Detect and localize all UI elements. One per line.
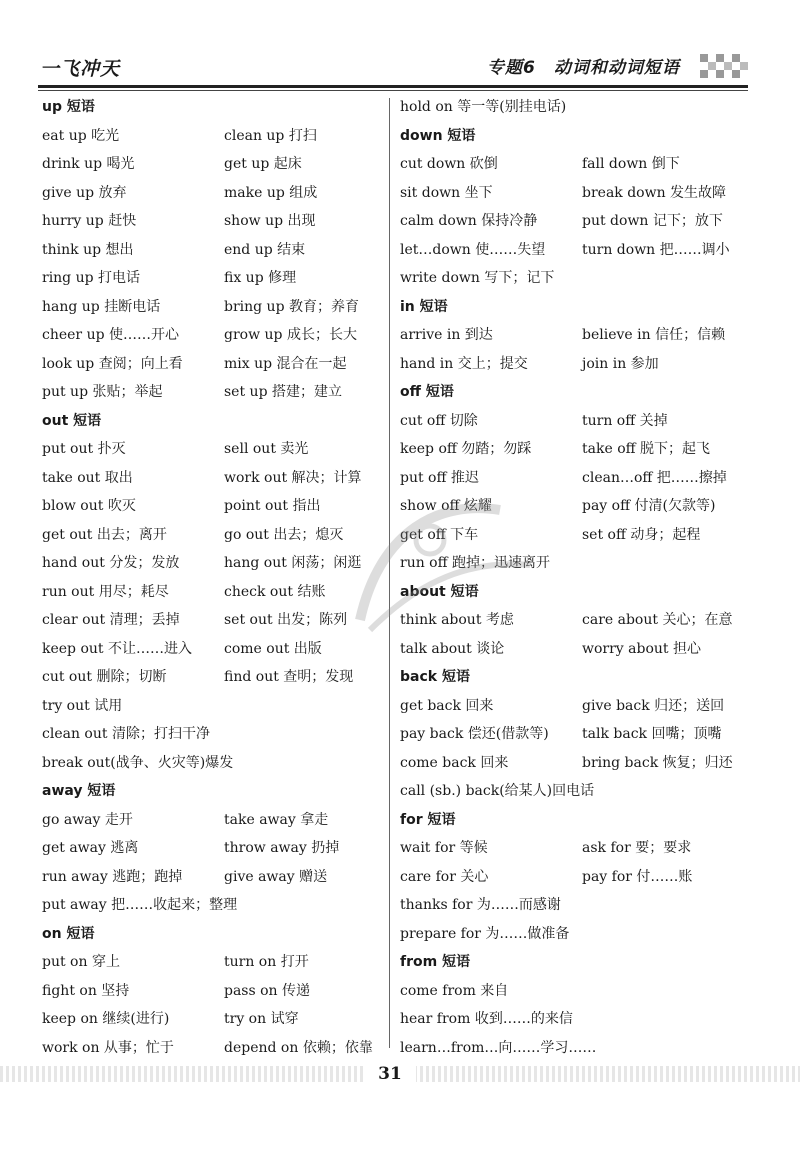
- phrase-entry: hold on 等一等(别挂电话): [400, 99, 567, 115]
- section-title: out 短语: [42, 412, 102, 429]
- phrase-entry: run off 跑掉；迅速离开: [400, 555, 551, 571]
- phrase-entry: go away 走开: [42, 811, 133, 828]
- phrase-row: [400, 264, 750, 293]
- phrase-entry: check out 结账: [224, 583, 326, 600]
- phrase-row: [400, 720, 750, 749]
- phrase-row: [42, 578, 382, 607]
- section-title: about 短语: [400, 583, 479, 600]
- phrase-row: [400, 606, 750, 635]
- phrase-entry: set up 搭建；建立: [224, 384, 342, 400]
- phrase-entry: take out 取出: [42, 469, 133, 486]
- phrase-entry: break out(战争、火灾等)爆发: [42, 754, 234, 771]
- phrase-row: [400, 920, 750, 949]
- phrase-row: [400, 435, 750, 464]
- phrase-entry: hurry up 赶快: [42, 213, 137, 229]
- header-rule-thin: [38, 90, 748, 91]
- phrase-entry: fall down 倒下: [582, 156, 680, 172]
- phrase-entry: take off 脱下；起飞: [582, 441, 711, 457]
- phrase-row: [42, 122, 382, 151]
- phrase-entry: take away 拿走: [224, 811, 329, 828]
- phrase-entry: throw away 扔掉: [224, 840, 340, 856]
- section-title: back 短语: [400, 669, 470, 685]
- phrase-entry: show up 出现: [224, 213, 316, 229]
- phrase-entry: turn on 打开: [224, 954, 309, 970]
- phrase-entry: wait for 等候: [400, 840, 488, 856]
- phrase-row: [42, 1005, 382, 1034]
- phrase-entry: pay back 偿还(借款等): [400, 726, 549, 742]
- phrase-entry: bring back 恢复；归还: [582, 754, 733, 771]
- phrase-row: [400, 150, 750, 179]
- phrase-row: [42, 207, 382, 236]
- phrase-entry: put out 扑灭: [42, 441, 126, 457]
- phrase-entry: come back 回来: [400, 754, 509, 771]
- phrase-entry: keep out 不让……进入: [42, 640, 192, 657]
- phrase-entry: pay for 付……账: [582, 868, 693, 885]
- phrase-entry: try out 试用: [42, 697, 123, 714]
- phrase-row: [400, 321, 750, 350]
- phrase-entry: point out 指出: [224, 498, 321, 514]
- phrase-entry: give up 放弃: [42, 184, 127, 201]
- phrase-row: [400, 635, 750, 664]
- phrase-row: [42, 863, 382, 892]
- phrase-entry: cut out 删除；切断: [42, 669, 167, 685]
- phrase-entry: cut off 切除: [400, 412, 478, 429]
- phrase-row: [400, 521, 750, 550]
- phrase-entry: get out 出去；离开: [42, 526, 167, 543]
- phrase-entry: work out 解决；计算: [224, 469, 362, 486]
- phrase-entry: break down 发生故障: [582, 184, 727, 201]
- phrase-entry: hand out 分发；发放: [42, 555, 180, 571]
- phrase-entry: put off 推迟: [400, 469, 479, 486]
- phrase-entry: bring up 教育；养育: [224, 298, 359, 315]
- phrase-row: [42, 606, 382, 635]
- phrase-entry: think about 考虑: [400, 612, 514, 628]
- phrase-entry: sit down 坐下: [400, 184, 493, 201]
- phrase-row: [400, 891, 750, 920]
- section-title: away 短语: [42, 783, 116, 799]
- section-title: for 短语: [400, 811, 456, 828]
- phrase-entry: give away 赠送: [224, 868, 328, 885]
- phrase-entry: find out 查明；发现: [224, 669, 354, 685]
- phrase-entry: put up 张贴；举起: [42, 384, 163, 400]
- phrase-row: [42, 492, 382, 521]
- phrase-entry: go out 出去；熄灭: [224, 526, 344, 543]
- phrase-entry: depend on 依赖；依靠: [224, 1039, 373, 1056]
- phrase-row: [42, 350, 382, 379]
- phrase-row: [42, 179, 382, 208]
- phrase-row: [400, 407, 750, 436]
- checker-pattern-icon: [696, 50, 748, 84]
- phrase-entry: cheer up 使……开心: [42, 327, 179, 343]
- phrase-row: [42, 464, 382, 493]
- phrase-entry: think up 想出: [42, 241, 134, 258]
- phrase-entry: believe in 信任；信赖: [582, 327, 726, 343]
- phrase-entry: hand in 交上；提交: [400, 355, 528, 372]
- phrase-entry: set out 出发；陈列: [224, 612, 348, 628]
- phrase-entry: make up 组成: [224, 184, 318, 201]
- phrase-row: [400, 692, 750, 721]
- phrase-row: [42, 321, 382, 350]
- right-column: [400, 93, 750, 1062]
- left-column: [42, 93, 382, 1062]
- phrase-entry: clear out 清理；丢掉: [42, 612, 180, 628]
- phrase-entry: sell out 卖光: [224, 441, 309, 457]
- phrase-entry: run out 用尽；耗尽: [42, 583, 169, 600]
- phrase-entry: turn off 关掉: [582, 412, 668, 429]
- phrase-row: [42, 720, 382, 749]
- phrase-entry: learn…from…向……学习……: [400, 1039, 597, 1056]
- phrase-row: [42, 806, 382, 835]
- phrase-entry: clean…off 把……擦掉: [582, 469, 727, 486]
- phrase-entry: get back 回来: [400, 697, 494, 714]
- phrase-entry: ask for 要；要求: [582, 840, 692, 856]
- section-title: from 短语: [400, 954, 471, 970]
- section-title: on 短语: [42, 925, 95, 942]
- phrase-row: [400, 492, 750, 521]
- phrase-entry: thanks for 为……而感谢: [400, 897, 561, 913]
- phrase-row: [42, 977, 382, 1006]
- topic-title: 专题6 动词和动词短语: [487, 58, 680, 78]
- section-title: down 短语: [400, 127, 476, 144]
- phrase-entry: keep off 勿踏；勿踩: [400, 441, 532, 457]
- phrase-entry: work on 从事；忙于: [42, 1039, 174, 1056]
- phrase-entry: let…down 使……失望: [400, 241, 546, 258]
- phrase-row: [42, 635, 382, 664]
- phrase-row: [400, 236, 750, 265]
- header-rule: [38, 85, 748, 88]
- phrase-entry: give back 归还；送回: [582, 697, 725, 714]
- phrase-row: [42, 834, 382, 863]
- phrase-row: [400, 549, 750, 578]
- phrase-entry: hear from 收到……的来信: [400, 1011, 573, 1027]
- phrase-entry: get away 逃离: [42, 840, 139, 856]
- phrase-entry: worry about 担心: [582, 640, 701, 657]
- phrase-row: [400, 1034, 750, 1063]
- phrase-entry: talk about 谈论: [400, 640, 505, 657]
- phrase-entry: mix up 混合在一起: [224, 355, 347, 372]
- phrase-row: [42, 150, 382, 179]
- phrase-row: [400, 834, 750, 863]
- phrase-entry: pay off 付清(欠款等): [582, 498, 716, 514]
- phrase-row: [42, 1034, 382, 1063]
- phrase-entry: blow out 吹灭: [42, 498, 136, 514]
- phrase-entry: prepare for 为……做准备: [400, 925, 570, 942]
- phrase-row: [42, 521, 382, 550]
- phrase-entry: try on 试穿: [224, 1011, 299, 1027]
- phrase-entry: care about 关心；在意: [582, 612, 733, 628]
- phrase-row: [42, 692, 382, 721]
- phrase-entry: show off 炫耀: [400, 498, 492, 514]
- phrase-entry: come from 来自: [400, 982, 509, 999]
- phrase-entry: ring up 打电话: [42, 270, 141, 286]
- phrase-entry: fight on 坚持: [42, 982, 130, 999]
- phrase-entry: hang out 闲荡；闲逛: [224, 555, 362, 571]
- section-title: in 短语: [400, 298, 448, 315]
- phrase-entry: turn down 把……调小: [582, 241, 730, 258]
- phrase-entry: clean out 清除；打扫干净: [42, 726, 210, 742]
- phrase-entry: calm down 保持冷静: [400, 213, 538, 229]
- phrase-entry: put on 穿上: [42, 954, 120, 970]
- phrase-entry: care for 关心: [400, 868, 489, 885]
- phrase-entry: clean up 打扫: [224, 127, 317, 144]
- phrase-entry: end up 结束: [224, 241, 306, 258]
- phrase-entry: drink up 喝光: [42, 156, 135, 172]
- section-title: off 短语: [400, 384, 454, 400]
- phrase-row: [400, 977, 750, 1006]
- phrase-row: [400, 749, 750, 778]
- phrase-row: [400, 179, 750, 208]
- phrase-row: [42, 663, 382, 692]
- phrase-row: [400, 777, 750, 806]
- phrase-entry: cut down 砍倒: [400, 156, 498, 172]
- phrase-row: [42, 891, 382, 920]
- phrase-entry: run away 逃跑；跑掉: [42, 868, 183, 885]
- phrase-entry: come out 出版: [224, 640, 322, 657]
- phrase-row: [400, 863, 750, 892]
- column-divider: [389, 98, 390, 1048]
- phrase-entry: put down 记下；放下: [582, 213, 723, 229]
- phrase-entry: keep on 继续(进行): [42, 1011, 170, 1027]
- phrase-row: [400, 207, 750, 236]
- phrase-row: [42, 435, 382, 464]
- phrase-row: [42, 749, 382, 778]
- phrase-entry: write down 写下；记下: [400, 270, 555, 286]
- phrase-entry: arrive in 到达: [400, 327, 493, 343]
- phrase-entry: talk back 回嘴；顶嘴: [582, 726, 722, 742]
- phrase-entry: set off 动身；起程: [582, 526, 701, 543]
- phrase-entry: pass on 传递: [224, 982, 311, 999]
- brand-title: 一飞冲天: [40, 58, 121, 80]
- phrase-entry: look up 查阅；向上看: [42, 355, 183, 372]
- phrase-row: [400, 1005, 750, 1034]
- phrase-row: [42, 549, 382, 578]
- phrase-entry: grow up 成长；长大: [224, 327, 357, 343]
- phrase-row: [400, 350, 750, 379]
- phrase-entry: get up 起床: [224, 156, 302, 172]
- phrase-row: [400, 464, 750, 493]
- phrase-entry: put away 把……收起来；整理: [42, 897, 238, 913]
- phrase-entry: eat up 吃光: [42, 127, 120, 144]
- phrase-entry: get off 下车: [400, 526, 479, 543]
- phrase-row: [42, 264, 382, 293]
- phrase-row: [42, 948, 382, 977]
- phrase-entry: call (sb.) back(给某人)回电话: [400, 783, 595, 799]
- phrase-row: [42, 378, 382, 407]
- phrase-entry: join in 参加: [582, 355, 659, 372]
- phrase-row: [400, 93, 750, 122]
- phrase-row: [42, 293, 382, 322]
- page-number: 31: [364, 1062, 416, 1086]
- phrase-row: [42, 236, 382, 265]
- phrase-entry: hang up 挂断电话: [42, 298, 161, 315]
- phrase-entry: fix up 修理: [224, 270, 297, 286]
- section-title: up 短语: [42, 99, 95, 115]
